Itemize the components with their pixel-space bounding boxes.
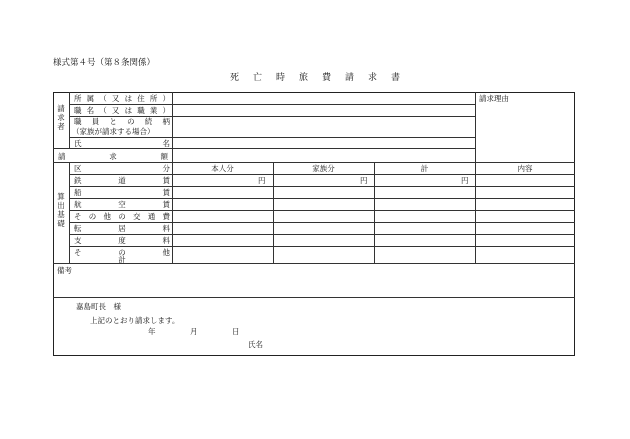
position-label: 職 名 （ 又 は 職 業 ） xyxy=(74,106,170,115)
date-month: 月 xyxy=(190,327,198,336)
row-other-transport: そ の 他 の 交 通 費 xyxy=(74,212,170,221)
row-subtotal: 計 xyxy=(118,255,126,264)
name-label: 氏 名 xyxy=(74,139,170,148)
applicant-side-label: 請 求 者 xyxy=(57,104,65,131)
yen-mark-total: 円 xyxy=(461,176,469,185)
document-title: 死亡時旅費請求書 xyxy=(229,73,414,83)
row-other: そ の 他 xyxy=(74,248,170,257)
claim-amount-label: 請 求 額 xyxy=(58,152,168,161)
row-ship: 船 賃 xyxy=(74,188,170,197)
col-total: 計 xyxy=(420,164,429,173)
affiliation-label: 所 属 （ 又 は 住 所 ） xyxy=(74,94,170,103)
remarks-label: 備考 xyxy=(57,266,72,275)
request-statement: 上記のとおり請求します。 xyxy=(90,316,180,325)
col-content: 内容 xyxy=(517,164,533,173)
relationship-note: （家族が請求する場合） xyxy=(72,127,155,136)
yen-mark-self: 円 xyxy=(258,176,266,185)
row-moving: 転 居 料 xyxy=(74,224,170,233)
row-preparation: 支 度 料 xyxy=(74,236,170,245)
reason-label: 請求理由 xyxy=(479,94,509,103)
date-year: 年 xyxy=(148,327,156,336)
date-day: 日 xyxy=(232,327,240,336)
relationship-label: 職 員 と の 続 柄 xyxy=(74,117,170,126)
col-self: 本人分 xyxy=(211,164,234,173)
col-family: 家族分 xyxy=(312,164,335,173)
yen-mark-family: 円 xyxy=(360,176,368,185)
addressee: 嘉島町長 様 xyxy=(76,302,121,311)
signature-name-label: 氏名 xyxy=(248,340,263,349)
row-railway: 鉄 道 賃 xyxy=(74,176,170,185)
row-air: 航 空 賃 xyxy=(74,200,170,209)
breakdown-side-label: 算 出 基 礎 xyxy=(57,192,65,228)
col-category: 区 分 xyxy=(74,164,170,173)
form-number-label: 様式第４号（第８条関係） xyxy=(53,58,156,68)
